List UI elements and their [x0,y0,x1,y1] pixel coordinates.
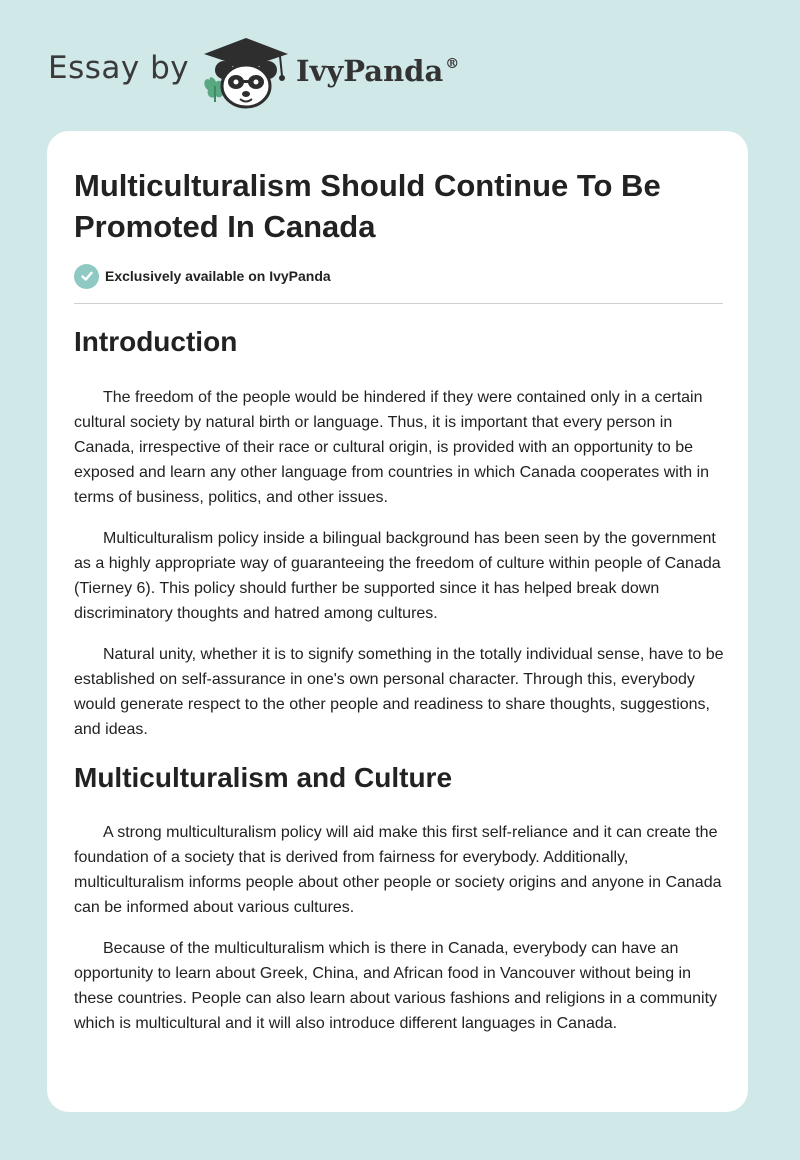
paragraph: Multiculturalism policy inside a bilingual background has been seen by the government as a highly appropriate way of guaranteeing the freedom of culture within people of Canada (Tierney 6). This policy should further be supported since it has helped break down discriminatory thoughts and hatred among cultures. [74,530,721,622]
panda-graduate-icon [200,36,292,110]
brand-name[interactable] [296,54,459,88]
paragraph: The freedom of the people would be hindered if they were contained only in a certain cultural society by natural birth or language. Thus, it is important that every person in Canada, irrespective of their race or cultural origin, is provided with an opportunity to be exposed and learn any other language from countries in which Canada cooperates with in terms of business, politics, and other issues. [74,389,710,506]
essay-by-label: Essay by [48,50,190,86]
section-heading-multiculturalism-and-culture: Multiculturalism and Culture [74,762,453,793]
exclusive-badge [74,263,331,289]
exclusive-badge-text: Exclusively available on IvyPanda [105,268,331,284]
paragraph: Because of the multiculturalism which is there in Canada, everybody can have an opportunity to learn about Greek, China, and African food in Vancouver without being in these countries. People can also learn about various fashions and religions in a community which is multicultural and it will also introduce different languages in Canada. [74,940,718,1032]
divider [74,303,723,304]
essay-card [47,131,748,1112]
check-circle-icon [74,264,99,289]
paragraph: A strong multiculturalism policy will aid make this first self-reliance and it can create the foundation of a society that is derived from fairness for everybody. Additionally, multiculturalism informs people about other people or society origins and anyone in Canada can be informed about various cultures. [74,824,722,916]
section-heading-introduction: Introduction [74,326,238,357]
site-header [0,0,800,130]
brand-text: IvyPanda [296,54,444,88]
registered-mark: ® [445,56,460,72]
paragraph: Natural unity, whether it is to signify something in the totally individual sense, have to be established on self-assurance in one's own personal character. Through this, everybody would generate respect to the other people and readiness to share thoughts, suggestions, and ideas. [74,646,724,738]
page-title: Multiculturalism Should Continue To Be Promoted In Canada [74,168,661,244]
